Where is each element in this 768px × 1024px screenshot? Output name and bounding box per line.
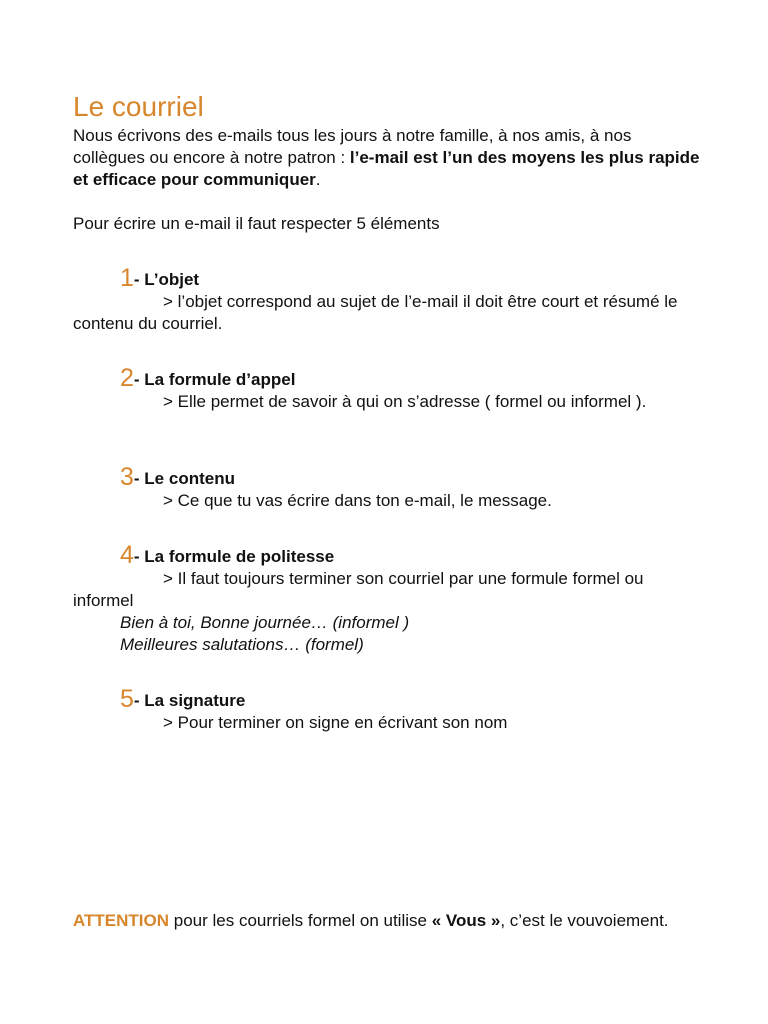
item-description: > Il faut toujours terminer son courriel par une formule formel ou informel	[73, 569, 644, 610]
intro-elements-sentence: Pour écrire un e-mail il faut respecter 5 éléments	[73, 214, 440, 233]
list-item-1	[73, 265, 703, 335]
item-number: 3	[120, 463, 134, 491]
item-title: La formule de politesse	[144, 547, 335, 566]
item-heading	[73, 365, 703, 391]
item-separator: -	[133, 469, 145, 488]
item-number: 2	[120, 364, 134, 392]
attention-note	[73, 910, 693, 932]
item-heading	[73, 686, 703, 712]
list-item-2	[73, 365, 703, 413]
item-description: > Ce que tu vas écrire dans ton e-mail, le message.	[163, 491, 552, 510]
item-number: 5	[120, 685, 134, 713]
item-title: Le contenu	[144, 469, 235, 488]
item-separator: -	[133, 691, 145, 710]
item-description: > Elle permet de savoir à qui on s’adresse ( formel ou informel ).	[163, 392, 647, 411]
item-number: 1	[120, 264, 134, 292]
item-separator: -	[133, 270, 145, 289]
item-heading	[73, 542, 703, 568]
item-number: 4	[120, 541, 134, 569]
vous-word: « Vous »	[431, 911, 501, 930]
example-informal: Bien à toi, Bonne journée… (informel )	[120, 613, 410, 632]
item-description: > l’objet correspond au sujet de l’e-mail il doit être court et résumé le contenu du courriel.	[73, 292, 678, 333]
attention-label: ATTENTION	[73, 911, 170, 930]
attention-text-end: , c’est le vouvoiement.	[500, 911, 669, 930]
page-title: Le courriel	[73, 90, 204, 122]
intro-bold-text: l’e-mail est l’un des moyens les plus rapide et efficace pour communiquer	[73, 148, 700, 189]
intro-paragraph	[73, 125, 703, 191]
item-title: La signature	[144, 691, 246, 710]
item-heading	[73, 265, 703, 291]
list-item-4	[73, 542, 703, 656]
intro-end: .	[315, 170, 321, 189]
item-heading	[73, 464, 703, 490]
example-formal: Meilleures salutations… (formel)	[120, 635, 364, 654]
item-title: La formule d’appel	[144, 370, 296, 389]
item-title: L’objet	[144, 270, 200, 289]
list-item-3	[73, 464, 703, 512]
item-description: > Pour terminer on signe en écrivant son nom	[163, 713, 508, 732]
attention-text: pour les courriels formel on utilise	[169, 911, 432, 930]
item-separator: -	[133, 547, 145, 566]
item-separator: -	[133, 370, 145, 389]
intro-text: Nous écrivons des e-mails tous les jours à notre famille, à nos amis, à nos collègues ou encore à notre patron :	[73, 126, 632, 167]
list-item-5	[73, 686, 703, 734]
